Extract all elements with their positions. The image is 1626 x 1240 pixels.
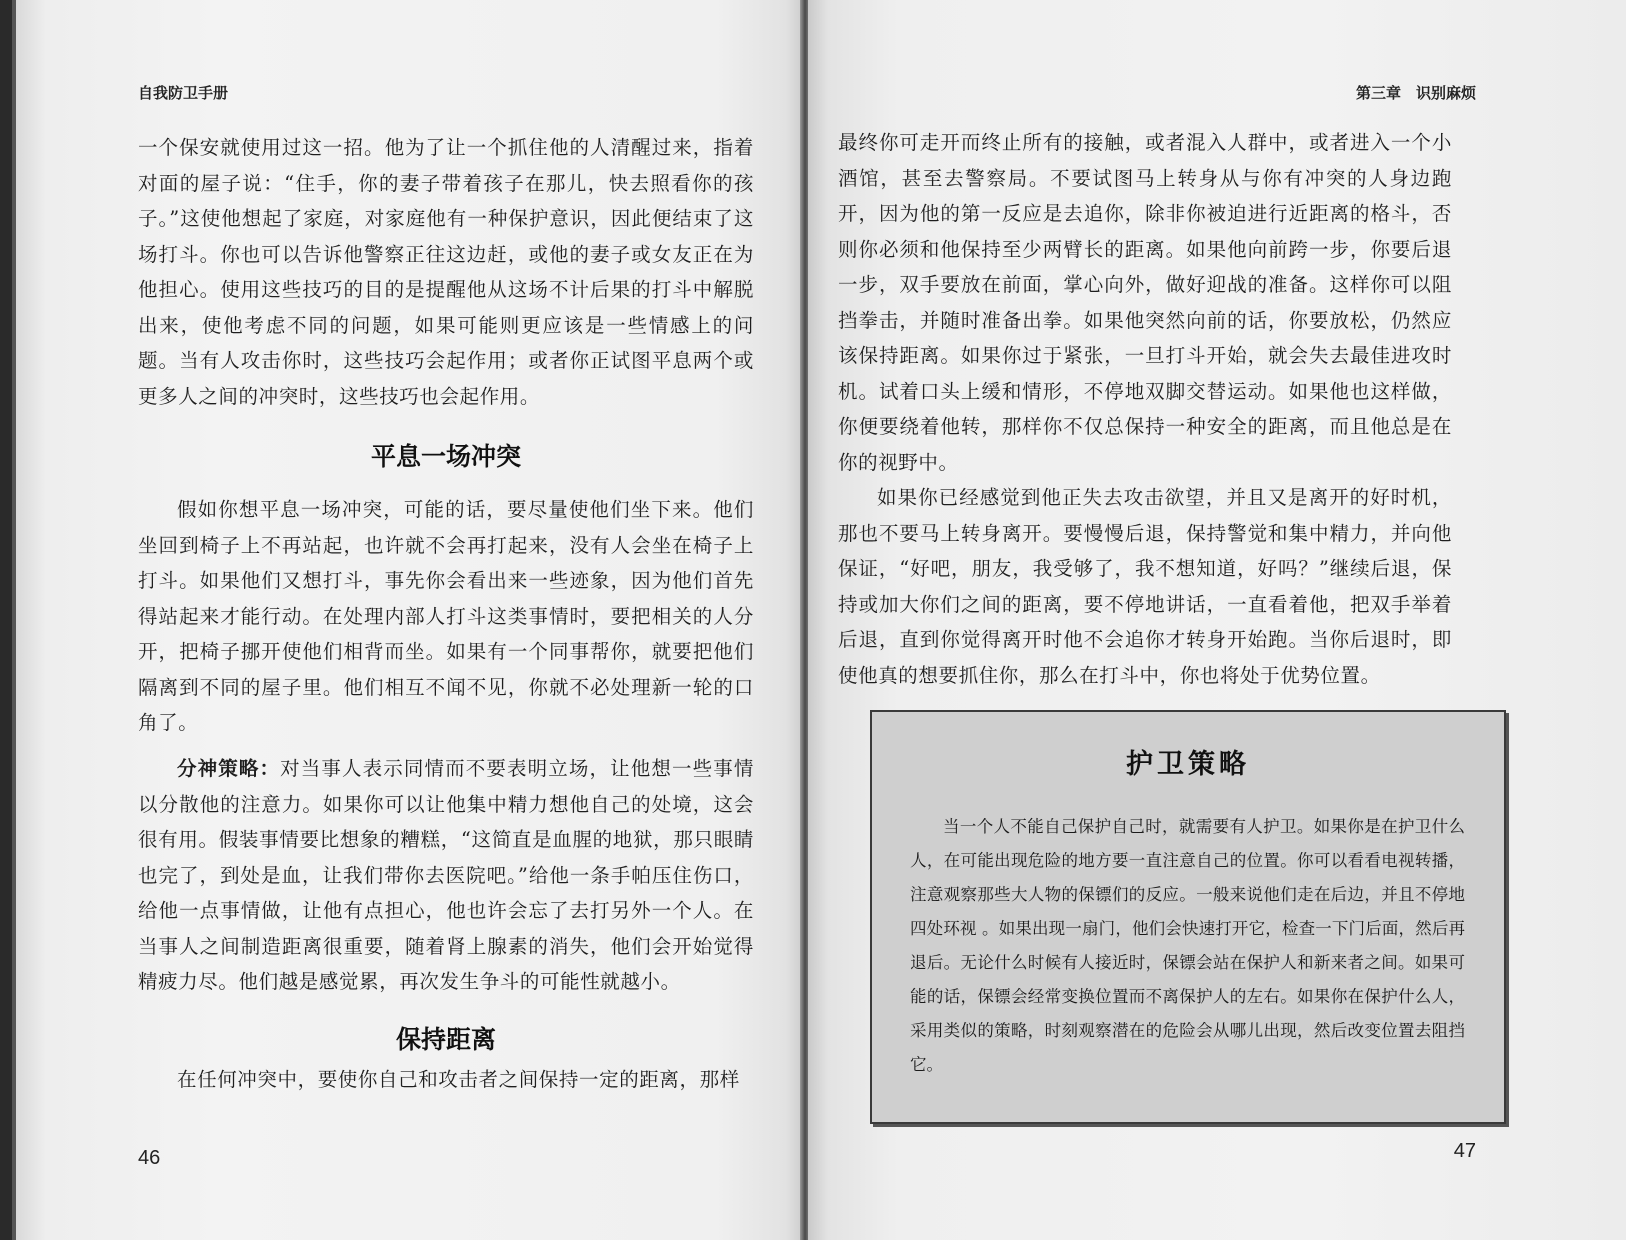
calm-conflict-paragraph: 假如你想平息一场冲突，可能的话，要尽量使他们坐下来。他们坐回到椅子上不再站起，也许就不会再打起来，没有人会坐在椅子上打斗。如果他们又想打斗，事先你会看出来一些迹象，因为他们首先得站起来才能行动。在处理内部人打斗这类事情时，要把相关的人分开，把椅子挪开使他们相背而坐。如果有一个同事帮你，就要把他们隔离到不同的屋子里。他们相互不闻不见，你就不必处理新一轮的口角了。 xyxy=(138,498,754,734)
distraction-strategy-label: 分神策略： xyxy=(177,757,281,780)
retreat-paragraph: 如果你已经感觉到他正失去攻击欲望，并且又是离开的好时机，那也不要马上转身离开。要慢慢后退，保持警觉和集中精力，并向他保证，“好吧，朋友，我受够了，我不想知道，好吗？”继续后退，保持或加大你们之间的距离，要不停地讲话，一直看着他，把双手举着后退，直到你觉得离开时他不会追你才转身开始跑。当你后退时，即使他真的想要抓住你，那么在打斗中，你也将处于优势位置。 xyxy=(838,486,1452,687)
running-head-left: 自我防卫手册 xyxy=(138,84,229,102)
intro-paragraph: 一个保安就使用过这一招。他为了让一个抓住他的人清醒过来，指着对面的屋子说：“住手，你的妻子带着孩子在那儿，快去照看你的孩子。”这使他想起了家庭，对家庭他有一种保护意识，因此便结束了这场打斗。你也可以告诉他警察正往这边赶，或他的妻子或女友正在为他担心。使用这些技巧的目的是提醒他从这场不计后果的打斗中解脱出来，使他考虑不同的问题，如果可能则更应该是一些情感上的问题。当有人攻击你时，这些技巧会起作用；或者你正试图平息两个或更多人之间的冲突时，这些技巧也会起作用。 xyxy=(138,136,754,408)
keep-distance-paragraph-start: 在任何冲突中，要使你自己和攻击者之间保持一定的距离，那样 xyxy=(177,1068,740,1091)
distraction-strategy-text: 对当事人表示同情而不要表明立场，让他想一些事情以分散他的注意力。如果你可以让他集中精力想他自己的处境，这会很有用。假装事情要比想象的糟糕，“这简直是血腥的地狱，那只眼睛也完了，到处是血，让我们带你去医院吧。”给他一条手帕压住伤口，给他一点事情做，让他有点担心，他也许会忘了去打另外一个人。在当事人之间制造距离很重要，随着肾上腺素的消失，他们会开始觉得精疲力尽。他们越是感觉累，再次发生争斗的可能性就越小。 xyxy=(138,757,754,993)
page-number-left: 46 xyxy=(138,1147,161,1169)
right-page xyxy=(808,0,1626,1240)
sidebar-title: 护卫策略 xyxy=(1126,749,1250,780)
sidebar-body xyxy=(910,810,1465,1082)
section-heading-calm-conflict: 平息一场冲突 xyxy=(370,442,521,471)
left-page xyxy=(12,0,806,1240)
right-body-block-1 xyxy=(838,125,1452,693)
left-body-block-4 xyxy=(138,1062,754,1098)
sidebar-paragraph: 当一个人不能自己保护自己时，就需要有人护卫。如果你是在护卫什么人，在可能出现危险的地方要一直注意自己的位置。你可以看看电视转播，注意观察那些大人物的保镖们的反应。一般来说他们走在后边，并且不停地四处环视 。如果出现一扇门，他们会快速打开它，检查一下门后面，然后再退后。无论什么时候有人接近时，保镖会站在保护人和新来者之间。如果可能的话，保镖会经常变换位置而不离保护人的左右。如果你在保护什么人，采用类似的策略，时刻观察潜在的危险会从哪儿出现，然后改变位置去阻挡它。 xyxy=(910,817,1465,1074)
keep-distance-paragraph-continued: 最终你可走开而终止所有的接触，或者混入人群中，或者进入一个小酒馆，甚至去警察局。不要试图马上转身从与你有冲突的人身边跑开，因为他的第一反应是去追你，除非你被迫进行近距离的格斗，否则你必须和他保持至少两臂长的距离。如果他向前跨一步，你要后退一步，双手要放在前面，掌心向外，做好迎战的准备。这样你可以阻挡拳击，并随时准备出拳。如果他突然向前的话，你要放松，仍然应该保持距离。如果你过于紧张，一旦打斗开始，就会失去最佳进攻时机。试着口头上缓和情形，不停地双脚交替运动。如果他也这样做，你便要绕着他转，那样你不仅总保持一种安全的距离，而且他总是在你的视野中。 xyxy=(838,131,1452,474)
page-number-right: 47 xyxy=(1453,1140,1476,1162)
left-body-block-2 xyxy=(138,492,754,741)
sidebar-box xyxy=(870,710,1506,1124)
left-body-block-3 xyxy=(138,751,754,1000)
distraction-strategy-paragraph xyxy=(138,751,754,1000)
running-head-right: 第三章 识别麻烦 xyxy=(1355,84,1476,102)
left-body-block-1 xyxy=(138,130,754,414)
section-heading-keep-distance: 保持距离 xyxy=(395,1025,496,1054)
